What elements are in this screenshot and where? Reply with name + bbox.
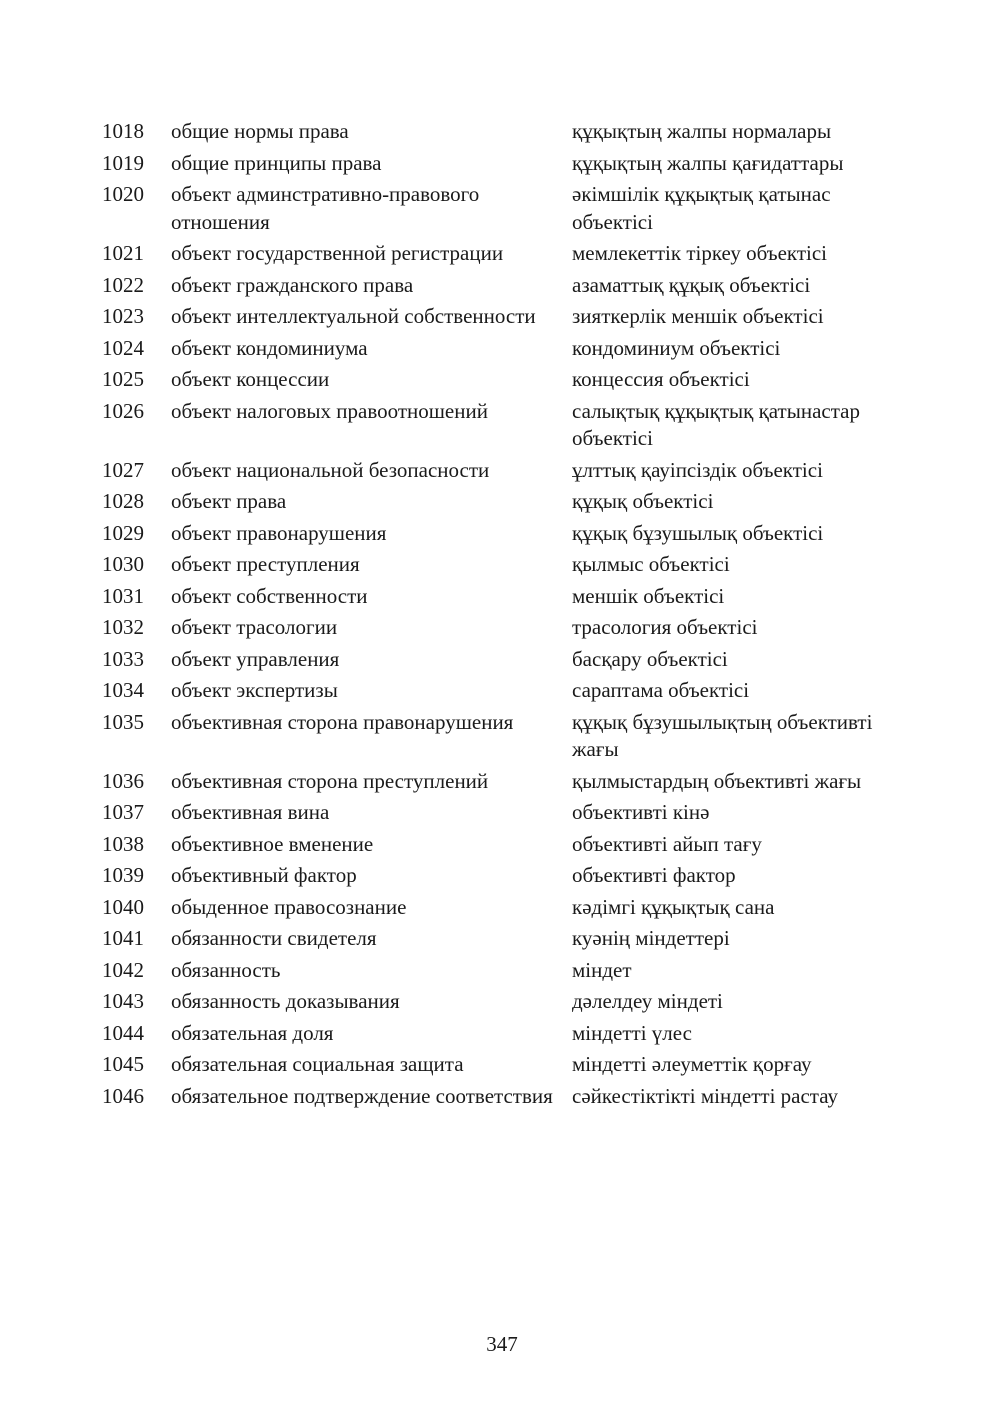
entry-number: 1018: [102, 119, 144, 143]
glossary-entry: [0, 150, 1004, 182]
glossary-entry: [0, 520, 1004, 552]
glossary-entry: [0, 614, 1004, 646]
glossary-entry: [0, 677, 1004, 709]
glossary-entry: [0, 335, 1004, 367]
entry-term-kazakh: ұлттық қауіпсіздік объектісі: [572, 457, 823, 482]
entry-term-russian: обязательная доля: [171, 1020, 334, 1045]
glossary-entry: [0, 925, 1004, 957]
entry-term-kazakh: куәнің міндеттері: [572, 926, 730, 950]
entry-number: 1046: [102, 1083, 144, 1108]
entry-term-kazakh: объективті фактор: [572, 863, 736, 887]
entry-number: 1032: [102, 615, 144, 639]
entry-number: 1040: [102, 894, 144, 919]
entry-term-kazakh: кәдімгі құқықтық сана: [572, 894, 775, 919]
glossary-entry: [0, 181, 1004, 240]
entry-number: 1033: [102, 646, 144, 671]
glossary-entry: [0, 272, 1004, 304]
entry-term-russian: объект интеллектуальной собственности: [171, 304, 536, 328]
entry-number: 1035: [102, 709, 144, 734]
entry-term-kazakh: зияткерлік меншік объектісі: [572, 304, 824, 328]
entry-number: 1038: [102, 831, 144, 856]
entry-term-russian: обязательное подтверждение соответствия: [171, 1083, 553, 1108]
entry-term-kazakh: салықтық құқықтық қатынастар объектісі: [572, 398, 860, 450]
glossary-entry: [0, 303, 1004, 335]
entry-term-kazakh: азаматтық құқық объектісі: [572, 272, 811, 297]
glossary-entry: [0, 366, 1004, 398]
entry-term-russian: общие принципы права: [171, 150, 382, 175]
entry-term-russian: объект национальной безопасности: [171, 457, 490, 482]
entry-term-kazakh: басқару объектісі: [572, 646, 728, 671]
entry-term-russian: объект государственной регистрации: [171, 241, 504, 265]
entry-number: 1036: [102, 768, 144, 793]
entry-term-russian: объект кондоминиума: [171, 335, 368, 360]
entry-number: 1037: [102, 800, 144, 824]
entry-number: 1044: [102, 1020, 144, 1045]
glossary-entry: [0, 862, 1004, 894]
entry-number: 1042: [102, 957, 144, 982]
entry-term-russian: объект налоговых правоотношений: [171, 398, 488, 423]
glossary-entry: [0, 894, 1004, 926]
glossary-entry: [0, 1051, 1004, 1083]
entry-term-russian: объект гражданского права: [171, 272, 414, 297]
entry-term-kazakh: құқықтың жалпы қағидаттары: [572, 150, 844, 175]
entry-term-russian: обыденное правосознание: [171, 894, 407, 919]
glossary-entry: [0, 488, 1004, 520]
glossary-entry: [0, 646, 1004, 678]
glossary-entry: [0, 957, 1004, 989]
glossary-entry: [0, 988, 1004, 1020]
entry-number: 1034: [102, 678, 144, 702]
entry-term-russian: объект управления: [171, 646, 340, 671]
entry-term-russian: объект преступления: [171, 552, 360, 576]
entry-term-kazakh: әкімшілік құқықтық қатынас объектісі: [572, 182, 831, 234]
entry-term-russian: объект собственности: [171, 583, 368, 608]
entry-term-russian: общие нормы права: [171, 119, 349, 143]
entry-term-kazakh: қылмыстардың объективті жағы: [572, 768, 862, 793]
entry-number: 1028: [102, 489, 144, 513]
entry-term-russian: обязательная социальная защита: [171, 1052, 464, 1076]
entry-number: 1021: [102, 241, 144, 265]
entry-term-kazakh: трасология объектісі: [572, 615, 758, 639]
entry-term-kazakh: кондоминиум объектісі: [572, 335, 781, 360]
entry-number: 1019: [102, 150, 144, 175]
glossary-entry: [0, 583, 1004, 615]
entry-term-kazakh: сәйкестіктікті міндетті растау: [572, 1083, 838, 1108]
entry-term-russian: объект трасологии: [171, 615, 338, 639]
glossary-entry: [0, 551, 1004, 583]
glossary-entry: [0, 768, 1004, 800]
entry-term-kazakh: міндет: [572, 957, 632, 982]
entry-term-kazakh: құқық бұзушылық объектісі: [572, 520, 824, 545]
entry-term-kazakh: меншік объектісі: [572, 583, 725, 608]
entry-term-kazakh: міндетті үлес: [572, 1020, 692, 1045]
entry-term-russian: объект концессии: [171, 367, 330, 391]
entry-term-kazakh: құқықтың жалпы нормалары: [572, 119, 832, 143]
entry-term-kazakh: концессия объектісі: [572, 367, 750, 391]
entry-term-kazakh: объективті кінә: [572, 800, 710, 824]
entry-term-kazakh: құқық объектісі: [572, 489, 714, 513]
glossary-entry: [0, 1083, 1004, 1115]
entry-term-russian: объект правонарушения: [171, 520, 387, 545]
entry-number: 1026: [102, 398, 144, 423]
entry-term-kazakh: мемлекеттік тіркеу объектісі: [572, 241, 828, 265]
glossary-list: [0, 118, 1004, 1114]
entry-term-russian: объект права: [171, 489, 287, 513]
entry-number: 1041: [102, 926, 144, 950]
entry-number: 1043: [102, 989, 144, 1013]
entry-number: 1022: [102, 272, 144, 297]
entry-number: 1030: [102, 552, 144, 576]
entry-term-kazakh: қылмыс объектісі: [572, 552, 730, 576]
entry-term-kazakh: міндетті әлеуметтік қорғау: [572, 1052, 812, 1076]
entry-number: 1039: [102, 863, 144, 887]
entry-number: 1025: [102, 367, 144, 391]
entry-term-russian: объективная сторона преступлений: [171, 768, 489, 793]
entry-term-russian: объективный фактор: [171, 863, 357, 887]
entry-term-kazakh: объективті айып тағу: [572, 831, 762, 856]
page-number: 347: [486, 1332, 518, 1356]
glossary-entry: [0, 831, 1004, 863]
entry-number: 1023: [102, 304, 144, 328]
glossary-entry: [0, 1020, 1004, 1052]
glossary-entry: [0, 709, 1004, 768]
entry-term-russian: объект админстративно-правового отношения: [171, 182, 480, 234]
glossary-entry: [0, 398, 1004, 457]
entry-number: 1024: [102, 335, 144, 360]
entry-number: 1031: [102, 583, 144, 608]
entry-number: 1029: [102, 520, 144, 545]
entry-term-russian: объективное вменение: [171, 831, 374, 856]
glossary-entry: [0, 240, 1004, 272]
glossary-entry: [0, 799, 1004, 831]
glossary-entry: [0, 457, 1004, 489]
entry-term-kazakh: сараптама объектісі: [572, 678, 750, 702]
entry-term-russian: обязанность: [171, 957, 281, 982]
entry-number: 1020: [102, 182, 144, 206]
entry-term-russian: объект экспертизы: [171, 678, 338, 702]
entry-term-russian: объективная вина: [171, 800, 330, 824]
entry-term-russian: обязанность доказывания: [171, 989, 400, 1013]
glossary-entry: [0, 118, 1004, 150]
entry-number: 1045: [102, 1052, 144, 1076]
entry-term-russian: обязанности свидетеля: [171, 926, 377, 950]
entry-term-kazakh: дәлелдеу міндеті: [572, 989, 723, 1013]
entry-term-russian: объективная сторона правонарушения: [171, 709, 514, 734]
entry-number: 1027: [102, 457, 144, 482]
entry-term-kazakh: құқық бұзушылықтың объективті жағы: [572, 709, 873, 761]
